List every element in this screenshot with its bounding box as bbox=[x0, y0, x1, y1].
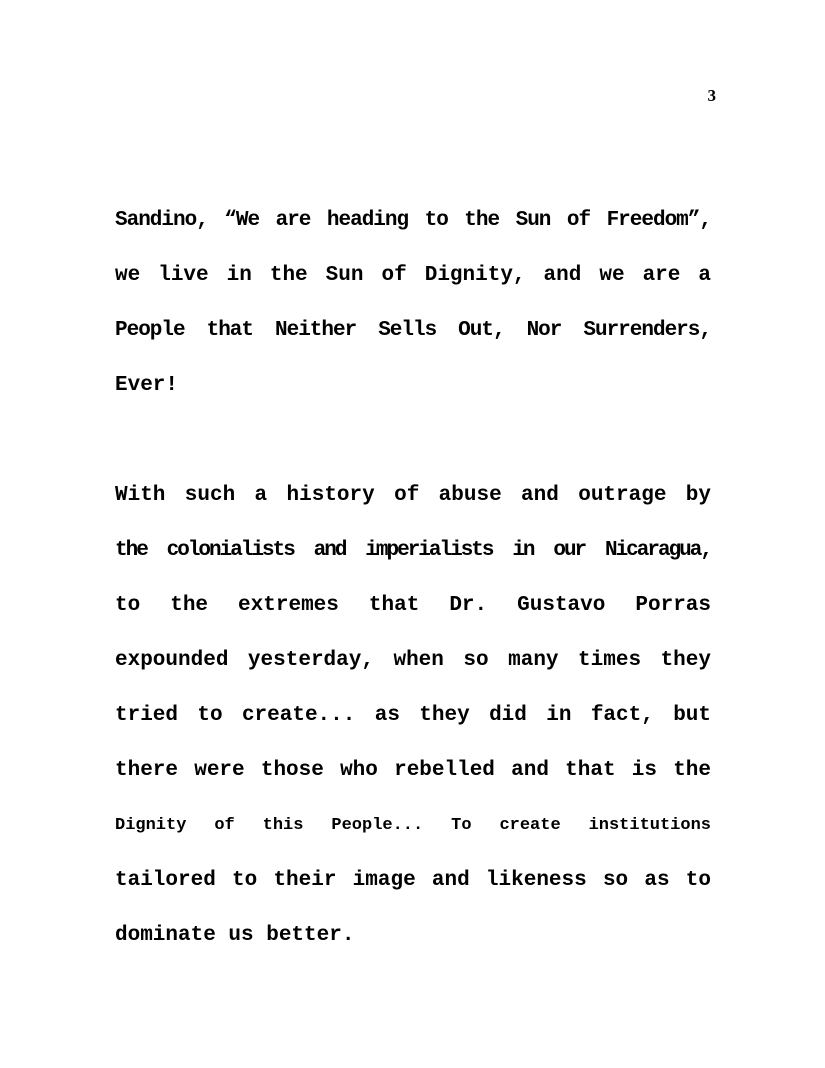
text-line: Ever! bbox=[115, 374, 179, 397]
text-line: With such a history of abuse and outrage by bbox=[115, 484, 711, 507]
text-line: tried to create... as they did in fact, but bbox=[115, 704, 711, 727]
page-number: 3 bbox=[707, 86, 716, 105]
paragraph-1 bbox=[115, 193, 711, 413]
text-line: tailored to their image and likeness so as to bbox=[115, 869, 711, 892]
text-line: Sandino, “We are heading to the Sun of Freedom”, bbox=[115, 209, 711, 232]
text-line: to the extremes that Dr. Gustavo Porras bbox=[115, 594, 711, 617]
text-line: People that Neither Sells Out, Nor Surrenders, bbox=[115, 319, 711, 342]
paragraph-2 bbox=[115, 468, 711, 963]
text-line: the colonialists and imperialists in our Nicaragua, bbox=[115, 539, 711, 562]
text-line: we live in the Sun of Dignity, and we are a bbox=[115, 264, 711, 287]
text-line: dominate us better. bbox=[115, 924, 355, 947]
text-line: there were those who rebelled and that is the bbox=[115, 759, 711, 782]
text-line: Dignity of this People... To create institutions bbox=[115, 816, 711, 835]
text-line: expounded yesterday, when so many times they bbox=[115, 649, 711, 672]
